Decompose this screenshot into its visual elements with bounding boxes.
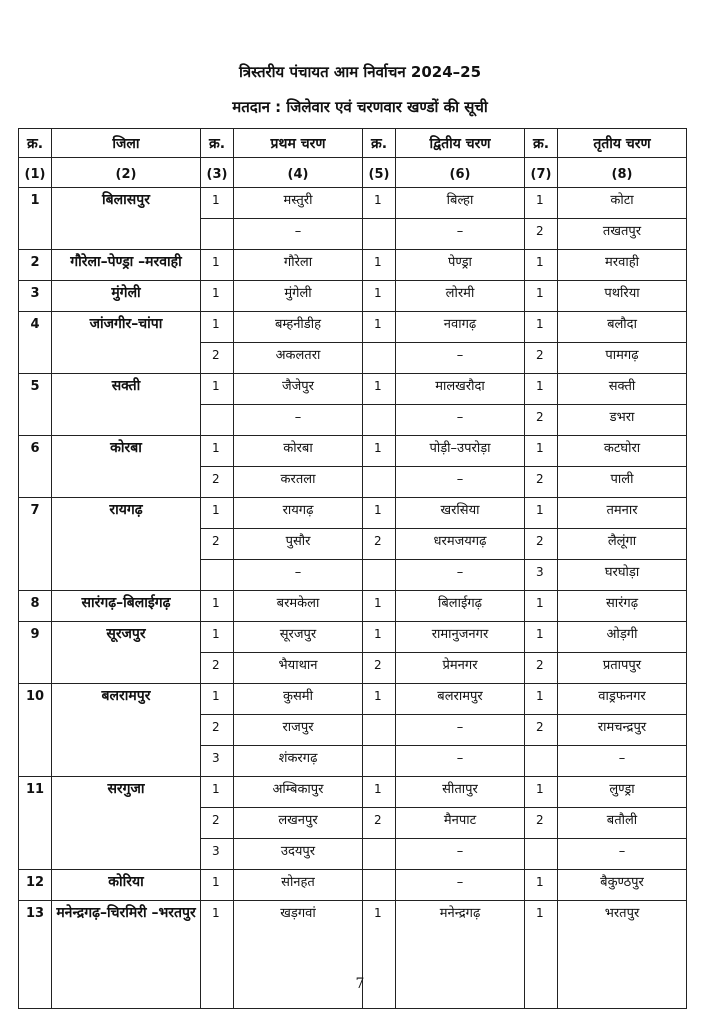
sn-phase2 <box>363 870 396 901</box>
district-name: सारंगढ़–बिलाईगढ़ <box>52 591 201 622</box>
sn-phase3: 1 <box>525 901 558 1009</box>
block-phase1: भैयाथान <box>234 653 363 684</box>
district-serial: 2 <box>19 250 52 281</box>
block-phase1: खड़गवां <box>234 901 363 1009</box>
block-phase1: शंकरगढ़ <box>234 746 363 777</box>
sn-phase3: 2 <box>525 715 558 746</box>
table-row <box>19 374 687 405</box>
sn-phase2: 1 <box>363 250 396 281</box>
block-phase2: लोरमी <box>396 281 525 312</box>
block-phase2: – <box>396 870 525 901</box>
block-phase1: कोरबा <box>234 436 363 467</box>
sn-phase1: 1 <box>201 250 234 281</box>
col-header-sn-phase1: क्र. <box>201 129 234 158</box>
block-phase3: प्रतापपुर <box>558 653 687 684</box>
sn-phase2: 2 <box>363 808 396 839</box>
block-phase3: पाली <box>558 467 687 498</box>
block-phase3: तमनार <box>558 498 687 529</box>
sn-phase2: 1 <box>363 684 396 715</box>
sn-phase1: 1 <box>201 684 234 715</box>
block-phase1: – <box>234 219 363 250</box>
district-serial: 9 <box>19 622 52 684</box>
sn-phase3: 2 <box>525 808 558 839</box>
sn-phase2: 1 <box>363 374 396 405</box>
block-phase2: मालखरौदा <box>396 374 525 405</box>
block-phase3: – <box>558 839 687 870</box>
block-phase1: बरमकेला <box>234 591 363 622</box>
block-phase1: – <box>234 405 363 436</box>
block-phase2: बिलाईगढ़ <box>396 591 525 622</box>
sn-phase3: 2 <box>525 405 558 436</box>
sn-phase2: 1 <box>363 591 396 622</box>
sn-phase1: 1 <box>201 188 234 219</box>
block-phase2: बलरामपुर <box>396 684 525 715</box>
col-number: (6) <box>396 158 525 188</box>
block-phase3: रामचन्द्रपुर <box>558 715 687 746</box>
district-serial: 7 <box>19 498 52 591</box>
sn-phase3: 2 <box>525 343 558 374</box>
block-phase1: जैजेपुर <box>234 374 363 405</box>
block-phase2: धरमजयगढ़ <box>396 529 525 560</box>
table-row <box>19 622 687 653</box>
sn-phase3: 1 <box>525 281 558 312</box>
sn-phase3: 2 <box>525 219 558 250</box>
block-phase1: अकलतरा <box>234 343 363 374</box>
table-row <box>19 436 687 467</box>
block-phase2: प्रेमनगर <box>396 653 525 684</box>
sn-phase2 <box>363 343 396 374</box>
block-phase1: पुसौर <box>234 529 363 560</box>
district-name: कोरबा <box>52 436 201 498</box>
block-phase2: – <box>396 839 525 870</box>
block-phase2: पोड़ी–उपरोड़ा <box>396 436 525 467</box>
sn-phase3: 1 <box>525 591 558 622</box>
table-header-row <box>19 129 687 158</box>
sn-phase3: 2 <box>525 653 558 684</box>
sn-phase2: 1 <box>363 498 396 529</box>
sn-phase2: 1 <box>363 281 396 312</box>
district-name: सरगुजा <box>52 777 201 870</box>
block-phase3: भरतपुर <box>558 901 687 1009</box>
block-phase2: मनेन्द्रगढ़ <box>396 901 525 1009</box>
table-row <box>19 684 687 715</box>
col-number: (1) <box>19 158 52 188</box>
district-serial: 6 <box>19 436 52 498</box>
block-phase2: – <box>396 746 525 777</box>
sn-phase2 <box>363 746 396 777</box>
block-phase2: रामानुजनगर <box>396 622 525 653</box>
district-name: गौरेला–पेण्ड्रा –मरवाही <box>52 250 201 281</box>
col-header-sn-phase2: क्र. <box>363 129 396 158</box>
table-row <box>19 281 687 312</box>
sn-phase1: 3 <box>201 839 234 870</box>
sn-phase3: 1 <box>525 312 558 343</box>
sn-phase1: 1 <box>201 591 234 622</box>
block-phase1: अम्बिकापुर <box>234 777 363 808</box>
table-row <box>19 498 687 529</box>
sn-phase2: 2 <box>363 653 396 684</box>
block-phase1: करतला <box>234 467 363 498</box>
document-subtitle: मतदान : जिलेवार एवं चरणवार खण्डों की सूची <box>232 98 488 116</box>
district-name: मुंगेली <box>52 281 201 312</box>
col-number: (8) <box>558 158 687 188</box>
table-row <box>19 188 687 219</box>
block-phase3: वाड्रफनगर <box>558 684 687 715</box>
table-row <box>19 250 687 281</box>
block-phase2: बिल्हा <box>396 188 525 219</box>
block-phase1: – <box>234 560 363 591</box>
block-phase3: मरवाही <box>558 250 687 281</box>
district-name: बलरामपुर <box>52 684 201 777</box>
sn-phase1 <box>201 219 234 250</box>
sn-phase3 <box>525 746 558 777</box>
district-name: कोरिया <box>52 870 201 901</box>
district-serial: 11 <box>19 777 52 870</box>
block-phase1: मुंगेली <box>234 281 363 312</box>
sn-phase3: 1 <box>525 498 558 529</box>
sn-phase2 <box>363 715 396 746</box>
block-phase1: लखनपुर <box>234 808 363 839</box>
col-number: (4) <box>234 158 363 188</box>
col-number: (5) <box>363 158 396 188</box>
block-phase2: पेण्ड्रा <box>396 250 525 281</box>
sn-phase3: 2 <box>525 467 558 498</box>
col-number: (3) <box>201 158 234 188</box>
sn-phase3: 1 <box>525 684 558 715</box>
block-phase3: कोटा <box>558 188 687 219</box>
block-phase2: – <box>396 219 525 250</box>
block-phase3: पामगढ़ <box>558 343 687 374</box>
block-phase1: गौरेला <box>234 250 363 281</box>
block-phase2: नवागढ़ <box>396 312 525 343</box>
sn-phase2: 1 <box>363 901 396 1009</box>
sn-phase1: 1 <box>201 281 234 312</box>
sn-phase1: 2 <box>201 653 234 684</box>
district-serial: 5 <box>19 374 52 436</box>
district-serial: 10 <box>19 684 52 777</box>
block-phase2: मैनपाट <box>396 808 525 839</box>
block-phase3: सारंगढ़ <box>558 591 687 622</box>
sn-phase2: 1 <box>363 436 396 467</box>
page-number: 7 <box>355 976 365 992</box>
sn-phase1: 2 <box>201 808 234 839</box>
sn-phase1: 3 <box>201 746 234 777</box>
sn-phase3: 1 <box>525 374 558 405</box>
sn-phase1: 1 <box>201 312 234 343</box>
block-phase2: – <box>396 467 525 498</box>
sn-phase2: 1 <box>363 312 396 343</box>
table-row <box>19 777 687 808</box>
sn-phase1 <box>201 405 234 436</box>
block-phase3: – <box>558 746 687 777</box>
sn-phase1: 2 <box>201 715 234 746</box>
block-phase1: कुसमी <box>234 684 363 715</box>
block-phase3: लुण्ड्रा <box>558 777 687 808</box>
block-phase3: कटघोरा <box>558 436 687 467</box>
sn-phase1: 1 <box>201 374 234 405</box>
sn-phase3: 3 <box>525 560 558 591</box>
block-phase1: रायगढ़ <box>234 498 363 529</box>
table-row <box>19 591 687 622</box>
sn-phase3: 1 <box>525 250 558 281</box>
sn-phase1: 2 <box>201 529 234 560</box>
table-body <box>19 188 687 1009</box>
district-name: सक्ती <box>52 374 201 436</box>
sn-phase1: 1 <box>201 436 234 467</box>
district-serial: 3 <box>19 281 52 312</box>
sn-phase3: 1 <box>525 777 558 808</box>
sn-phase2 <box>363 219 396 250</box>
block-phase1: सोनहत <box>234 870 363 901</box>
sn-phase2: 2 <box>363 529 396 560</box>
sn-phase1: 1 <box>201 870 234 901</box>
sn-phase1: 1 <box>201 777 234 808</box>
sn-phase3 <box>525 839 558 870</box>
block-phase1: उदयपुर <box>234 839 363 870</box>
block-phase3: लैलूंगा <box>558 529 687 560</box>
sn-phase2 <box>363 839 396 870</box>
district-serial: 1 <box>19 188 52 250</box>
district-serial: 4 <box>19 312 52 374</box>
district-name: जांजगीर–चांपा <box>52 312 201 374</box>
sn-phase3: 1 <box>525 622 558 653</box>
block-phase2: खरसिया <box>396 498 525 529</box>
block-phase2: – <box>396 560 525 591</box>
block-phase1: राजपुर <box>234 715 363 746</box>
col-number: (7) <box>525 158 558 188</box>
table-row <box>19 312 687 343</box>
sn-phase2: 1 <box>363 777 396 808</box>
district-serial: 12 <box>19 870 52 901</box>
block-phase3: सक्ती <box>558 374 687 405</box>
block-phase3: बतौली <box>558 808 687 839</box>
col-header-sn: क्र. <box>19 129 52 158</box>
block-list-table <box>18 128 687 1009</box>
table-row <box>19 901 687 1009</box>
sn-phase2 <box>363 405 396 436</box>
sn-phase1: 1 <box>201 622 234 653</box>
sn-phase1: 2 <box>201 343 234 374</box>
col-header-district: जिला <box>52 129 201 158</box>
block-phase2: – <box>396 405 525 436</box>
sn-phase2 <box>363 467 396 498</box>
block-phase1: सूरजपुर <box>234 622 363 653</box>
sn-phase3: 2 <box>525 529 558 560</box>
col-number: (2) <box>52 158 201 188</box>
block-phase2: – <box>396 343 525 374</box>
sn-phase2: 1 <box>363 188 396 219</box>
block-phase2: सीतापुर <box>396 777 525 808</box>
sn-phase3: 1 <box>525 436 558 467</box>
sn-phase2: 1 <box>363 622 396 653</box>
sn-phase1: 1 <box>201 901 234 1009</box>
block-phase3: डभरा <box>558 405 687 436</box>
col-header-sn-phase3: क्र. <box>525 129 558 158</box>
block-phase2: – <box>396 715 525 746</box>
col-header-phase2: द्वितीय चरण <box>396 129 525 158</box>
block-phase3: बलौदा <box>558 312 687 343</box>
table-row <box>19 870 687 901</box>
sn-phase1: 1 <box>201 498 234 529</box>
block-phase1: मस्तुरी <box>234 188 363 219</box>
col-header-phase3: तृतीय चरण <box>558 129 687 158</box>
block-phase3: बैकुण्ठपुर <box>558 870 687 901</box>
block-phase3: घरघोड़ा <box>558 560 687 591</box>
sn-phase2 <box>363 560 396 591</box>
block-phase3: ओड़गी <box>558 622 687 653</box>
block-phase1: बम्हनीडीह <box>234 312 363 343</box>
document-title: त्रिस्तरीय पंचायत आम निर्वाचन 2024–25 <box>238 63 482 81</box>
district-serial: 8 <box>19 591 52 622</box>
block-phase3: तखतपुर <box>558 219 687 250</box>
district-name: रायगढ़ <box>52 498 201 591</box>
sn-phase1: 2 <box>201 467 234 498</box>
district-name: मनेन्द्रगढ़–चिरमिरी –भरतपुर <box>52 901 201 1009</box>
district-name: सूरजपुर <box>52 622 201 684</box>
block-phase3: पथरिया <box>558 281 687 312</box>
district-name: बिलासपुर <box>52 188 201 250</box>
column-number-row <box>19 158 687 188</box>
district-serial: 13 <box>19 901 52 1009</box>
sn-phase3: 1 <box>525 870 558 901</box>
col-header-phase1: प्रथम चरण <box>234 129 363 158</box>
sn-phase1 <box>201 560 234 591</box>
sn-phase3: 1 <box>525 188 558 219</box>
